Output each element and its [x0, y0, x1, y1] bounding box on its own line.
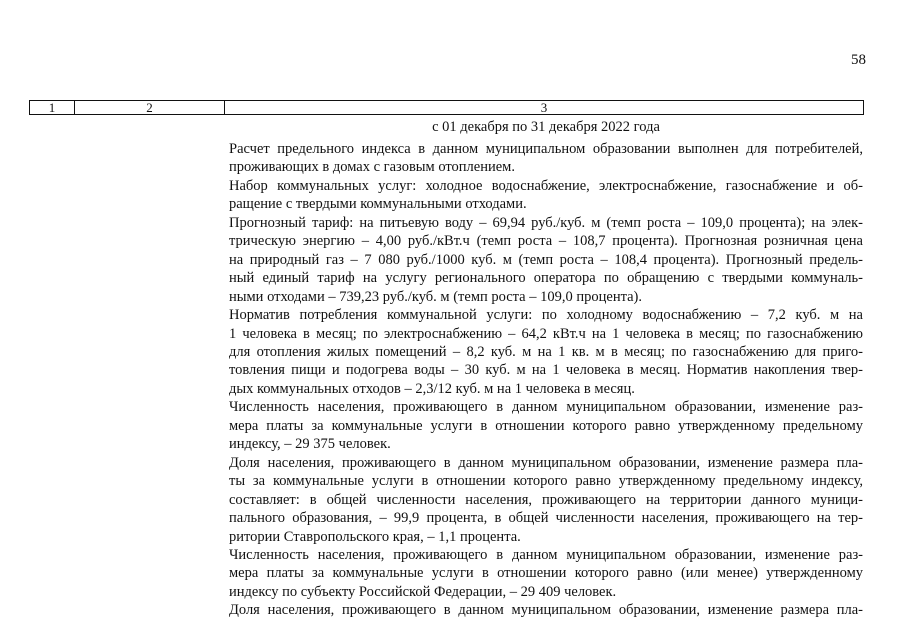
paragraph-line: составляет: в общей численности населения, проживающего на территории данного муници-	[229, 491, 863, 508]
paragraph-line: индексу по субъекту Российской Федерации, – 29 409 человек.	[229, 583, 617, 600]
paragraph	[229, 214, 863, 306]
paragraph-line: пального образования, – 99,9 процента, в общей численности населения, проживающего на тер-	[229, 510, 863, 527]
paragraph-line: на природный газ – 7 080 руб./1000 куб. м (темп роста – 108,4 процента). Прогнозный предель-	[229, 251, 863, 268]
paragraph-line: ты за коммунальные услуги в отношении которого равно утвержденному предельному индексу,	[229, 473, 863, 490]
paragraph-line: ными отходами – 739,23 руб./куб. м (темп роста – 109,0 процента).	[229, 288, 642, 305]
body-text	[229, 140, 863, 620]
paragraph-line: Доля населения, проживающего в данном муниципальном образовании, изменение размера пла-	[229, 454, 863, 471]
period-heading: с 01 декабря по 31 декабря 2022 года	[432, 119, 660, 135]
paragraph	[229, 140, 863, 177]
paragraph	[229, 601, 863, 619]
column-header-row	[30, 101, 864, 115]
paragraph-line: товления пищи и подогрева воды – 30 куб. м на 1 человека в месяц. Норматив накопления твер-	[229, 362, 863, 379]
paragraph-line: мера платы за коммунальные услуги в отношении которого равно утвержденному предельному	[229, 417, 863, 434]
paragraph	[229, 546, 863, 601]
paragraph	[229, 398, 863, 453]
paragraph-line: Прогнозный тариф: на питьевую воду – 69,94 руб./куб. м (темп роста – 109,0 процента); на элек-	[229, 214, 863, 231]
column-header-table	[29, 100, 864, 115]
paragraph-line: Расчет предельного индекса в данном муниципальном образовании выполнен для потребителей,	[229, 141, 863, 157]
paragraph-line: дых коммунальных отходов – 2,3/12 куб. м на 1 человека в месяц.	[229, 380, 635, 397]
page-number: 58	[851, 52, 866, 68]
paragraph-line: Набор коммунальных услуг: холодное водоснабжение, электроснабжение, газоснабжение и об-	[229, 177, 863, 194]
paragraph-line: Численность населения, проживающего в данном муниципальном образовании, изменение раз-	[229, 399, 863, 416]
paragraph-line: проживающих в домах с газовым отоплением.	[229, 159, 515, 176]
paragraph-line: мера платы за коммунальные услуги в отношении которого равно (или менее) утвержденному	[229, 565, 863, 582]
column-header-1: 1	[30, 101, 75, 115]
paragraph-line: 1 человека в месяц; по электроснабжению – 64,2 кВт.ч на 1 человека в месяц; по газоснабжению	[229, 325, 863, 342]
paragraph	[229, 454, 863, 546]
paragraph-line: Численность населения, проживающего в данном муниципальном образовании, изменение раз-	[229, 546, 863, 563]
paragraph-line: индексу, – 29 375 человек.	[229, 436, 391, 453]
paragraph-line: трическую энергию – 4,00 руб./кВт.ч (темп роста – 108,7 процента). Прогнозная розничная цена	[229, 233, 863, 250]
paragraph-line: Доля населения, проживающего в данном муниципальном образовании, изменение размера пла-	[229, 602, 863, 619]
paragraph-line: Норматив потребления коммунальной услуги: по холодному водоснабжению – 7,2 куб. м на	[229, 307, 863, 324]
paragraph-line: ритории Ставропольского края, – 1,1 процента.	[229, 528, 521, 545]
paragraph	[229, 306, 863, 398]
paragraph-line: для отопления жилых помещений – 8,2 куб. м на 1 кв. м в месяц; по газоснабжению для приго-	[229, 343, 863, 360]
column-header-3: 3	[225, 101, 864, 115]
paragraph	[229, 177, 863, 214]
paragraph-line: ращение с твердыми коммунальными отходами.	[229, 196, 527, 213]
column-header-2: 2	[75, 101, 225, 115]
paragraph-line: ный единый тариф на услугу регионального оператора по обращению с твердыми коммуналь-	[229, 270, 863, 287]
